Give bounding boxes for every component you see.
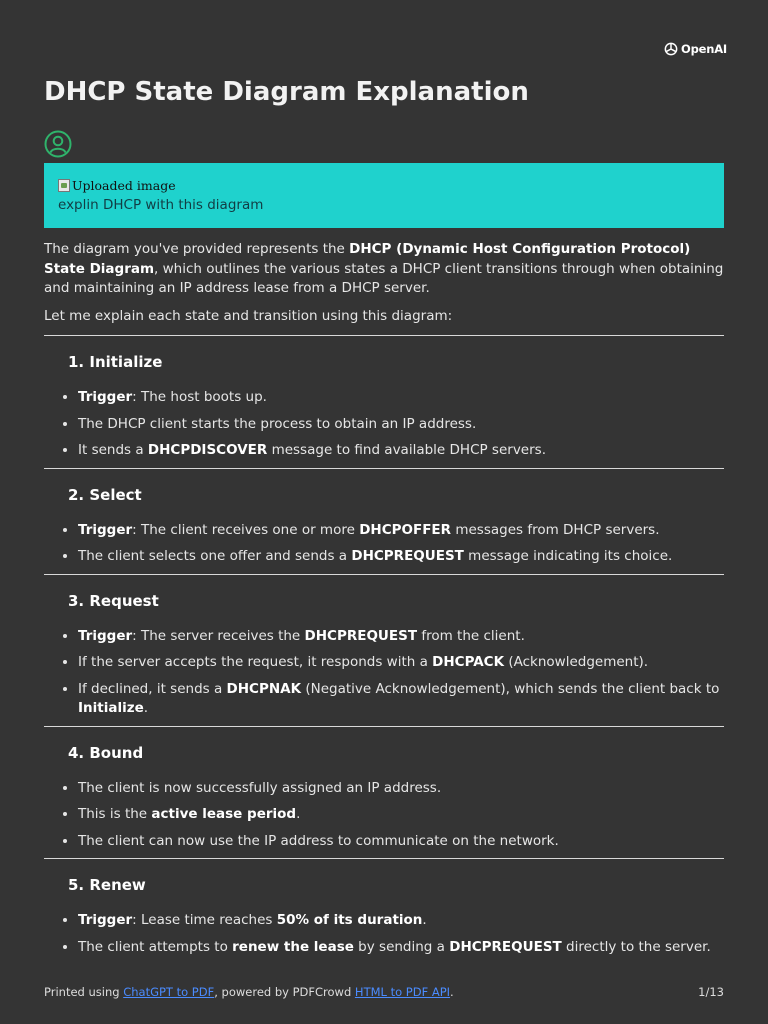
uploaded-image-alt: Uploaded image — [72, 178, 176, 193]
bold-term: DHCPREQUEST — [449, 938, 562, 955]
list-text: It sends a — [78, 442, 148, 458]
intro-text: , which outlines the various states a DHCP client transitions through when obtaining and maintaining an IP address lease from a DHCP server. — [44, 260, 724, 296]
list-text: . — [143, 700, 149, 716]
section — [44, 336, 724, 461]
bold-term: DHCPACK — [432, 654, 505, 670]
sections — [44, 335, 724, 957]
list-item — [78, 627, 724, 647]
list-text: : The host boots up. — [132, 389, 267, 405]
list-text: (Negative Acknowledgement), which sends the client back to — [301, 680, 720, 697]
list-text: from the client. — [417, 627, 525, 644]
list-text: message to find available DHCP servers. — [267, 442, 546, 458]
list-item — [78, 653, 724, 673]
assistant-response — [44, 240, 724, 964]
brand-logo — [663, 41, 727, 57]
list-text: The client is now successfully assigned an IP address. — [78, 779, 442, 796]
list-item — [78, 911, 724, 931]
footer — [44, 985, 724, 999]
bold-term: DHCPREQUEST — [351, 548, 464, 564]
list-item — [78, 388, 724, 408]
list-text: This is the — [78, 806, 152, 822]
section — [44, 727, 724, 852]
list-item — [78, 680, 724, 719]
list-text: If the server accepts the request, it responds with a — [78, 654, 433, 670]
list-text: messages from DHCP servers. — [451, 521, 660, 538]
intro-paragraph — [44, 240, 724, 299]
list-item — [78, 521, 724, 541]
list-text: : The server receives the — [132, 627, 305, 644]
footer-credit — [44, 985, 454, 999]
list-text: The client attempts to — [78, 938, 233, 955]
chatgpt-to-pdf-link[interactable]: ChatGPT to PDF — [123, 985, 215, 999]
intro-text: The diagram you've provided represents the — [44, 241, 350, 257]
bullet-list — [44, 388, 724, 461]
list-item — [78, 805, 724, 825]
list-text: The client selects one offer and sends a — [78, 548, 352, 564]
list-text: directly to the server. — [561, 938, 711, 955]
list-text: The client can now use the IP address to communicate on the network. — [78, 832, 559, 849]
section-heading: 4. Bound — [68, 743, 144, 762]
bullet-list — [44, 911, 724, 957]
list-text: . — [422, 912, 427, 928]
list-item — [78, 938, 724, 958]
list-item — [78, 547, 724, 567]
list-text: The DHCP client starts the process to obtain an IP address. — [78, 415, 477, 432]
bold-term: Trigger — [78, 521, 133, 538]
section — [44, 575, 724, 719]
page-number: 1/13 — [698, 985, 724, 999]
intro-paragraph-2: Let me explain each state and transition using this diagram: — [44, 307, 453, 324]
list-text: : The client receives one or more — [132, 521, 360, 538]
bold-term: active lease period — [151, 806, 297, 822]
page-title: DHCP State Diagram Explanation — [44, 77, 529, 107]
list-item — [78, 441, 724, 461]
section-heading: 3. Request — [68, 591, 159, 610]
section-heading: 2. Select — [68, 485, 142, 504]
brand-name: OpenAI — [681, 42, 727, 56]
list-text: (Acknowledgement). — [504, 654, 649, 670]
footer-text: Printed using — [44, 985, 124, 999]
section-heading: 1. Initialize — [68, 353, 163, 371]
section-heading: 5. Renew — [68, 876, 146, 894]
list-text: by sending a — [353, 938, 450, 955]
footer-text: , powered by PDFCrowd — [214, 985, 355, 999]
footer-text: . — [450, 985, 454, 999]
bold-term: Initialize — [78, 700, 144, 716]
uploaded-image[interactable] — [58, 177, 710, 194]
bold-term: Trigger — [78, 627, 133, 644]
bold-term: Trigger — [78, 912, 133, 928]
list-item — [78, 415, 724, 435]
user-message-text: explin DHCP with this diagram — [58, 197, 264, 213]
bold-term: DHCPOFFER — [359, 521, 452, 538]
bold-term: renew the lease — [232, 938, 354, 955]
html-to-pdf-api-link[interactable]: HTML to PDF API — [354, 985, 451, 999]
user-message — [44, 163, 724, 228]
user-avatar-icon — [44, 130, 72, 158]
intro-bold: DHCP (Dynamic Host Configuration Protocol) State Diagram — [44, 241, 691, 277]
bold-term: DHCPDISCOVER — [147, 442, 268, 458]
bullet-list — [44, 627, 724, 719]
list-text: If declined, it sends a — [78, 680, 227, 697]
bold-term: DHCPNAK — [226, 680, 302, 697]
section — [44, 859, 724, 957]
list-item — [78, 832, 724, 852]
list-text: : Lease time reaches — [132, 912, 277, 928]
openai-logo-icon — [663, 41, 679, 57]
list-item — [78, 779, 724, 799]
bold-term: Trigger — [78, 389, 133, 405]
section — [44, 469, 724, 567]
list-text: message indicating its choice. — [463, 548, 673, 564]
list-text: . — [296, 806, 301, 822]
broken-image-icon — [58, 179, 70, 192]
bullet-list — [44, 521, 724, 567]
bold-term: 50% of its duration — [276, 912, 423, 928]
bold-term: DHCPREQUEST — [304, 627, 418, 644]
bullet-list — [44, 779, 724, 852]
